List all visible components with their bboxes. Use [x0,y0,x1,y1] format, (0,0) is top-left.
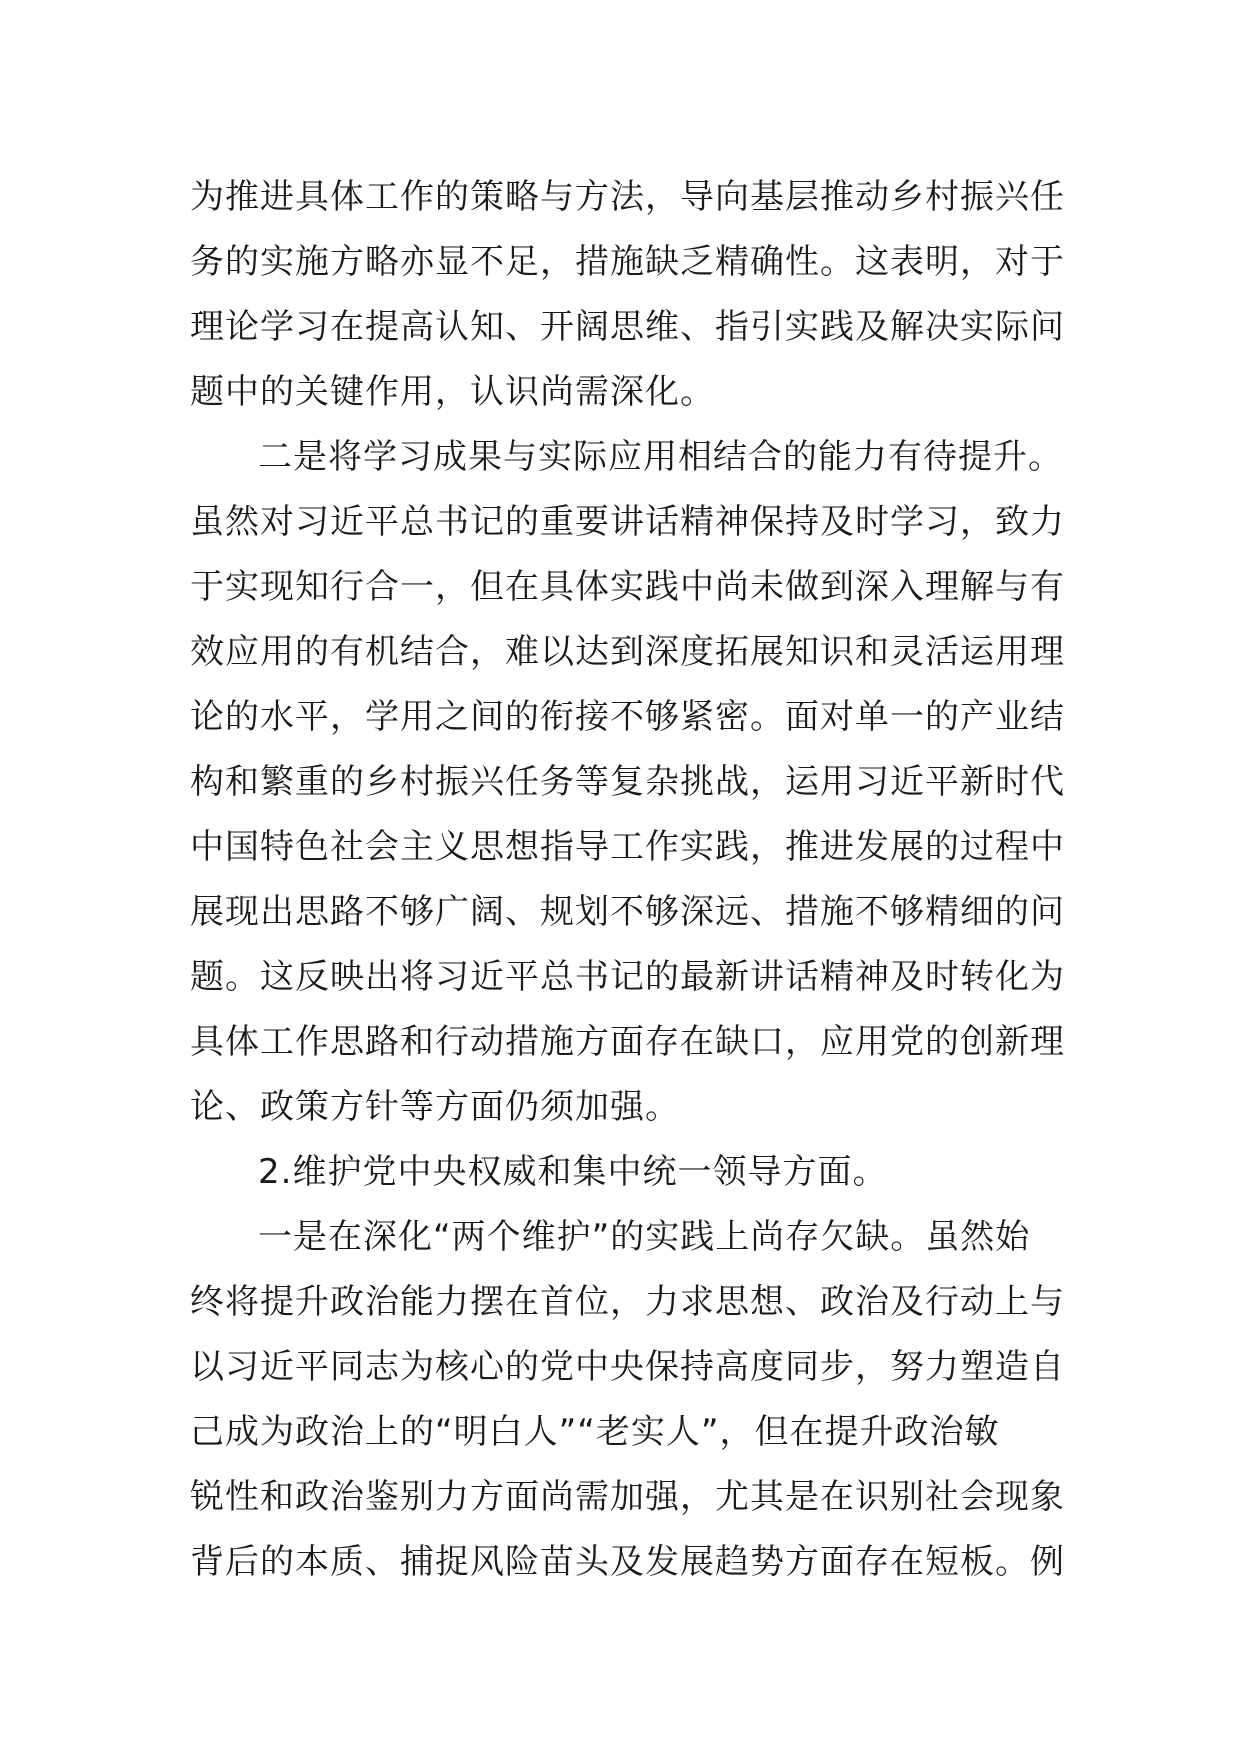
text-line: 二是将学习成果与实际应用相结合的能力有待提升。 [258,437,1063,477]
text-line: 虽然对习近平总书记的重要讲话精神保持及时学习，致力 [190,502,1065,542]
text-line: 题。这反映出将习近平总书记的最新讲话精神及时转化为 [190,957,1065,997]
text-line: 中国特色社会主义思想指导工作实践，推进发展的过程中 [190,827,1065,867]
text-line: 效应用的有机结合，难以达到深度拓展知识和灵活运用理 [190,632,1065,672]
text-line: 展现出思路不够广阔、规划不够深远、措施不够精细的问 [190,892,1065,932]
text-line: 论的水平，学用之间的衔接不够紧密。面对单一的产业结 [190,697,1065,737]
text-line: 为推进具体工作的策略与方法，导向基层推动乡村振兴任 [190,177,1065,217]
text-line: 题中的关键作用，认识尚需深化。 [190,372,715,412]
text-line: 理论学习在提高认知、开阔思维、指引实践及解决实际问 [190,307,1065,347]
text-line: 己成为政治上的“明白人”“老实人”，但在提升政治敏 [190,1412,1000,1452]
text-line: 构和繁重的乡村振兴任务等复杂挑战，运用习近平新时代 [190,762,1065,802]
text-line: 论、政策方针等方面仍须加强。 [190,1087,680,1127]
text-line: 2.维护党中央权威和集中统一领导方面。 [258,1152,888,1192]
text-line: 以习近平同志为核心的党中央保持高度同步，努力塑造自 [190,1347,1065,1387]
text-line: 务的实施方略亦显不足，措施缺乏精确性。这表明，对于 [190,242,1065,282]
text-line: 背后的本质、捕捉风险苗头及发展趋势方面存在短板。例 [190,1542,1065,1582]
text-line: 终将提升政治能力摆在首位，力求思想、政治及行动上与 [190,1282,1065,1322]
text-line: 锐性和政治鉴别力方面尚需加强，尤其是在识别社会现象 [190,1477,1065,1517]
document-body [190,165,1065,1595]
text-line: 一是在深化“两个维护”的实践上尚存欠缺。虽然始 [258,1217,1031,1257]
text-line: 于实现知行合一，但在具体实践中尚未做到深入理解与有 [190,567,1065,607]
text-line: 具体工作思路和行动措施方面存在缺口，应用党的创新理 [190,1022,1065,1062]
